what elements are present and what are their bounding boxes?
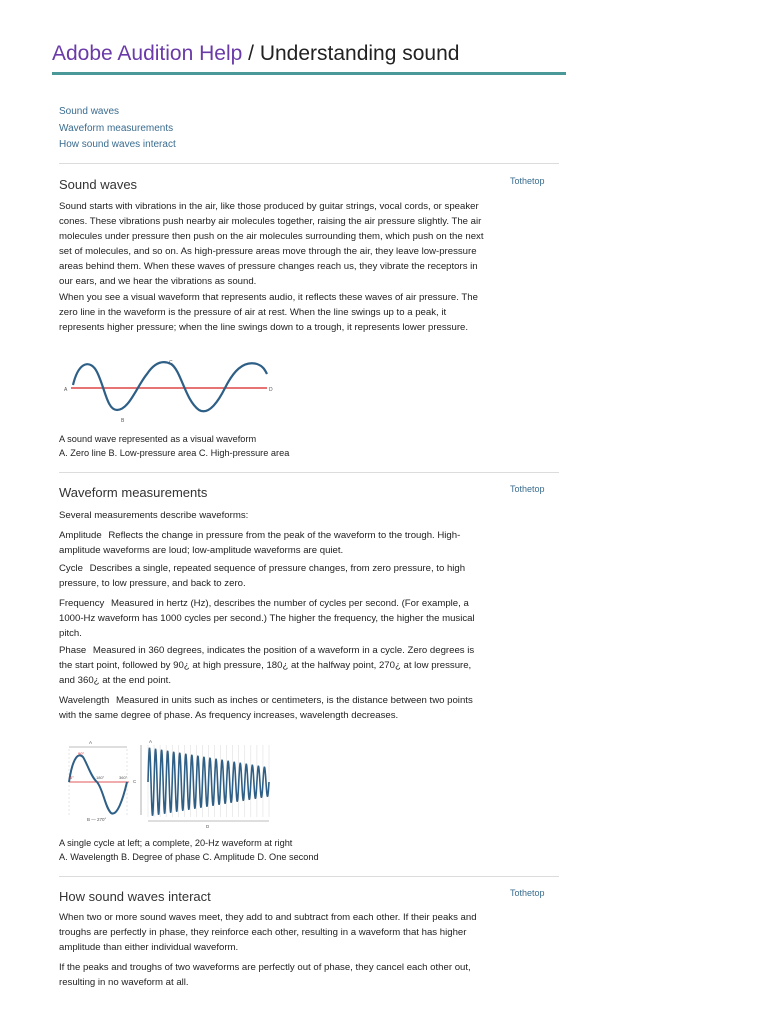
table-of-contents <box>59 104 176 154</box>
waveform-measurements-figure <box>59 735 274 830</box>
sound-wave-caption-2: A. Zero line B. Low-pressure area C. High-pressure area <box>59 448 290 458</box>
measurement-term: Wavelength <box>59 695 110 706</box>
measurement-item-amplitude <box>59 528 489 558</box>
measurement-text: Reflects the change in pressure from the peak of the waveform to the trough. High-amplitude waveforms are loud; low-amplitude waveforms are quiet. <box>59 530 461 556</box>
figure-label-b: B <box>121 418 125 424</box>
measurement-text: Measured in hertz (Hz), describes the number of cycles per second. (For example, a 1000-Hz waveform has 1000 cycles per second.) The higher the frequency, the higher the musical pitch. <box>59 598 475 639</box>
single-cycle-wave <box>69 755 127 813</box>
sound-waves-paragraph-2: When you see a visual waveform that represents audio, it reflects these waves of air pressure. The zero line in the waveform is the pressure of air at rest. When the line swings up to a peak, it represents higher pressure; when the line swings down to a trough, it represents lower pressure. <box>59 292 478 333</box>
interact-paragraph-2: If the peaks and troughs of two waveforms are perfectly out of phase, they cancel each other out, resulting in no waveform at all. <box>59 962 471 988</box>
measurements-intro: Several measurements describe waveforms: <box>59 510 249 521</box>
to-top-link[interactable]: Tothetop <box>510 176 545 186</box>
measurement-text: Describes a single, repeated sequence of pressure changes, from zero pressure, to high pressure, to low pressure, and back to zero. <box>59 563 466 589</box>
to-top-link[interactable]: Tothetop <box>510 484 545 494</box>
phase-label-360: 360° <box>119 775 128 780</box>
measurement-item-phase <box>59 643 489 688</box>
single-cycle-diagram <box>69 740 129 822</box>
waveform-line <box>73 362 267 411</box>
section-divider <box>59 472 559 473</box>
help-home-link[interactable]: Adobe Audition Help <box>52 42 243 65</box>
phase-label-270: B — 270° <box>87 817 107 822</box>
interact-paragraph-1: When two or more sound waves meet, they add to and subtract from each other. If their peaks and troughs are perfectly in phase, they reinforce each other, resulting in a waveform that has higher amplitude than either individual waveform. <box>59 912 477 953</box>
sound-wave-figure <box>59 352 284 430</box>
figure-label-d: D <box>269 387 273 393</box>
section-title-how-sound-waves-interact: How sound waves interact <box>59 889 211 904</box>
phase-label-180: 180° <box>96 775 105 780</box>
page-header <box>52 40 566 68</box>
page-title <box>52 40 566 68</box>
phase-label-0: 0° <box>70 775 74 780</box>
measurement-item-wavelength <box>59 693 489 723</box>
figure-label-a: A <box>89 740 93 745</box>
figure-label-c: C <box>169 360 173 366</box>
twenty-hz-diagram <box>133 739 269 829</box>
header-rule <box>52 72 566 75</box>
section-divider <box>59 876 559 877</box>
toc-link-sound-waves[interactable]: Sound waves <box>59 106 120 117</box>
section-divider <box>59 163 559 164</box>
phase-label-90: 90° <box>78 751 85 756</box>
to-top-link[interactable]: Tothetop <box>510 888 545 898</box>
measurement-text: Measured in 360 degrees, indicates the position of a waveform in a cycle. Zero degrees is the start point, followed by 90¿ at high pressure, 180¿ at the halfway point, 270¿ at low pressure, and 360¿ at the end point. <box>59 645 475 686</box>
measurement-term: Frequency <box>59 598 105 609</box>
measurement-text: Measured in units such as inches or centimeters, is the distance between two points with the same degree of phase. As frequency increases, wavelength decreases. <box>59 695 473 721</box>
toc-link-waveform-measurements[interactable]: Waveform measurements <box>59 122 174 134</box>
measurements-caption-2: A. Wavelength B. Degree of phase C. Amplitude D. One second <box>59 852 319 862</box>
measurement-term: Amplitude <box>59 530 102 541</box>
figure-label-a-right: A <box>149 739 153 744</box>
title-separator: / <box>242 42 260 65</box>
sound-wave-caption-1: A sound wave represented as a visual waveform <box>59 434 257 444</box>
measurement-term: Cycle <box>59 563 83 574</box>
measurement-item-frequency <box>59 596 489 641</box>
measurement-term: Phase <box>59 645 87 656</box>
section-title-waveform-measurements: Waveform measurements <box>59 485 208 500</box>
section-title-sound-waves: Sound waves <box>59 177 138 192</box>
measurements-caption-1: A single cycle at left; a complete, 20-Hz waveform at right <box>59 838 293 848</box>
toc-link-how-sound-waves-interact[interactable]: How sound waves interact <box>59 139 176 150</box>
topic-title: Understanding sound <box>259 42 460 65</box>
figure-label-d: D <box>206 824 210 829</box>
figure-label-c: C <box>133 779 137 784</box>
figure-label-a: A <box>64 387 68 393</box>
sound-waves-paragraph-1: Sound starts with vibrations in the air, like those produced by guitar strings, vocal cords, or speaker cones. These vibrations push nearby air molecules together, raising the air pressure slightly. The air molecules under pressure then push on the air molecules surrounding them, which push on the next set of molecules, and so on. As high-pressure areas move through the air, they leave low-pressure areas behind them. When these waves of pressure changes reach us, they vibrate the receptors in our ears, and we hear the vibrations as sound. <box>59 201 484 287</box>
measurement-item-cycle <box>59 561 489 591</box>
